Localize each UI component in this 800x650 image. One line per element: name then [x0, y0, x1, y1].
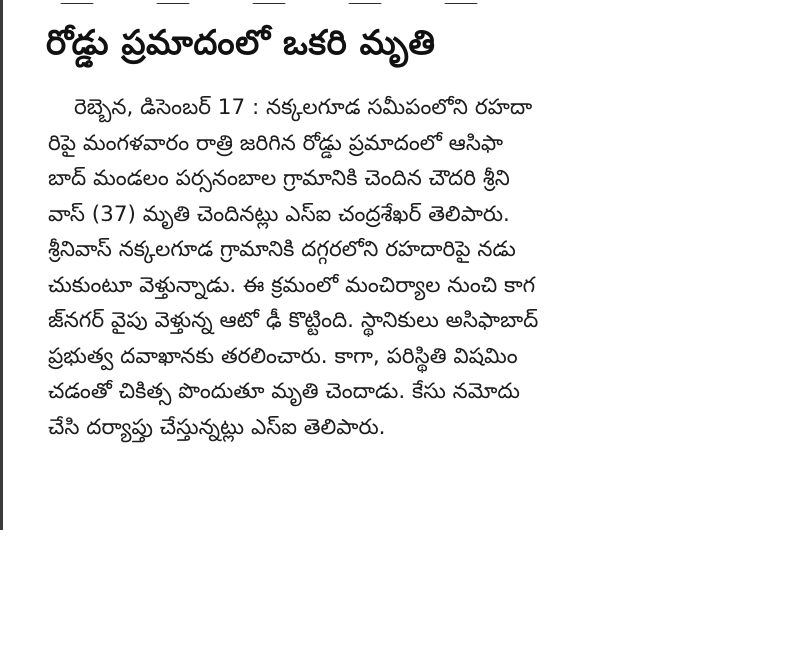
article-line: శ్రీనివాస్ నక్కలగూడ గ్రామానికి దగ్గరలోని రహదారిపై నడు [48, 237, 516, 262]
article-line: జ్‌నగర్ వైపు వెళ్తున్న ఆటో ఢీ కొట్టింది. స్థానికులు అసిఫాబాద్ [48, 308, 539, 333]
column-rule [0, 0, 3, 530]
cropped-glyph [444, 3, 478, 4]
article-line: బాద్ మండలం పర్సనంబాల గ్రామానికి చెందిన చౌదరి శ్రీని [48, 166, 510, 191]
article-line: చేసి దర్యాప్తు చేస్తున్నట్లు ఎస్ఐ తెలిపారు. [48, 414, 386, 440]
cropped-glyph [60, 3, 94, 4]
article-line: వాస్ (37) మృతి చెందినట్లు ఎస్ఐ చంద్రశేఖర్ తెలిపారు. [48, 201, 510, 227]
cropped-glyph [348, 3, 382, 4]
article-body [48, 90, 748, 445]
article-line: రెబ్బెన, డిసెంబర్ 17 : నక్కలగూడ సమీపంలోని రహదా [74, 95, 533, 120]
article-line: చడంతో చికిత్స పొందుతూ మృతి చెందాడు. కేసు నమోదు [48, 379, 520, 404]
article-line: చుకుంటూ వెళ్తున్నాడు. ఈ క్రమంలో మంచిర్యాల నుంచి కాగ [48, 272, 536, 298]
cropped-glyph [156, 3, 190, 4]
cropped-glyph [252, 3, 286, 4]
article-headline: రోడ్డు ప్రమాదంలో ఒకరి మృతి [46, 23, 436, 63]
article-line: ప్రభుత్వ దవాఖానకు తరలించారు. కాగా, పరిస్థితి విషమిం [48, 343, 518, 369]
article-line: రిపై మంగళవారం రాత్రి జరిగిన రోడ్డు ప్రమాదంలో ఆసిఫా [48, 130, 504, 156]
cropped-previous-line [60, 0, 560, 4]
